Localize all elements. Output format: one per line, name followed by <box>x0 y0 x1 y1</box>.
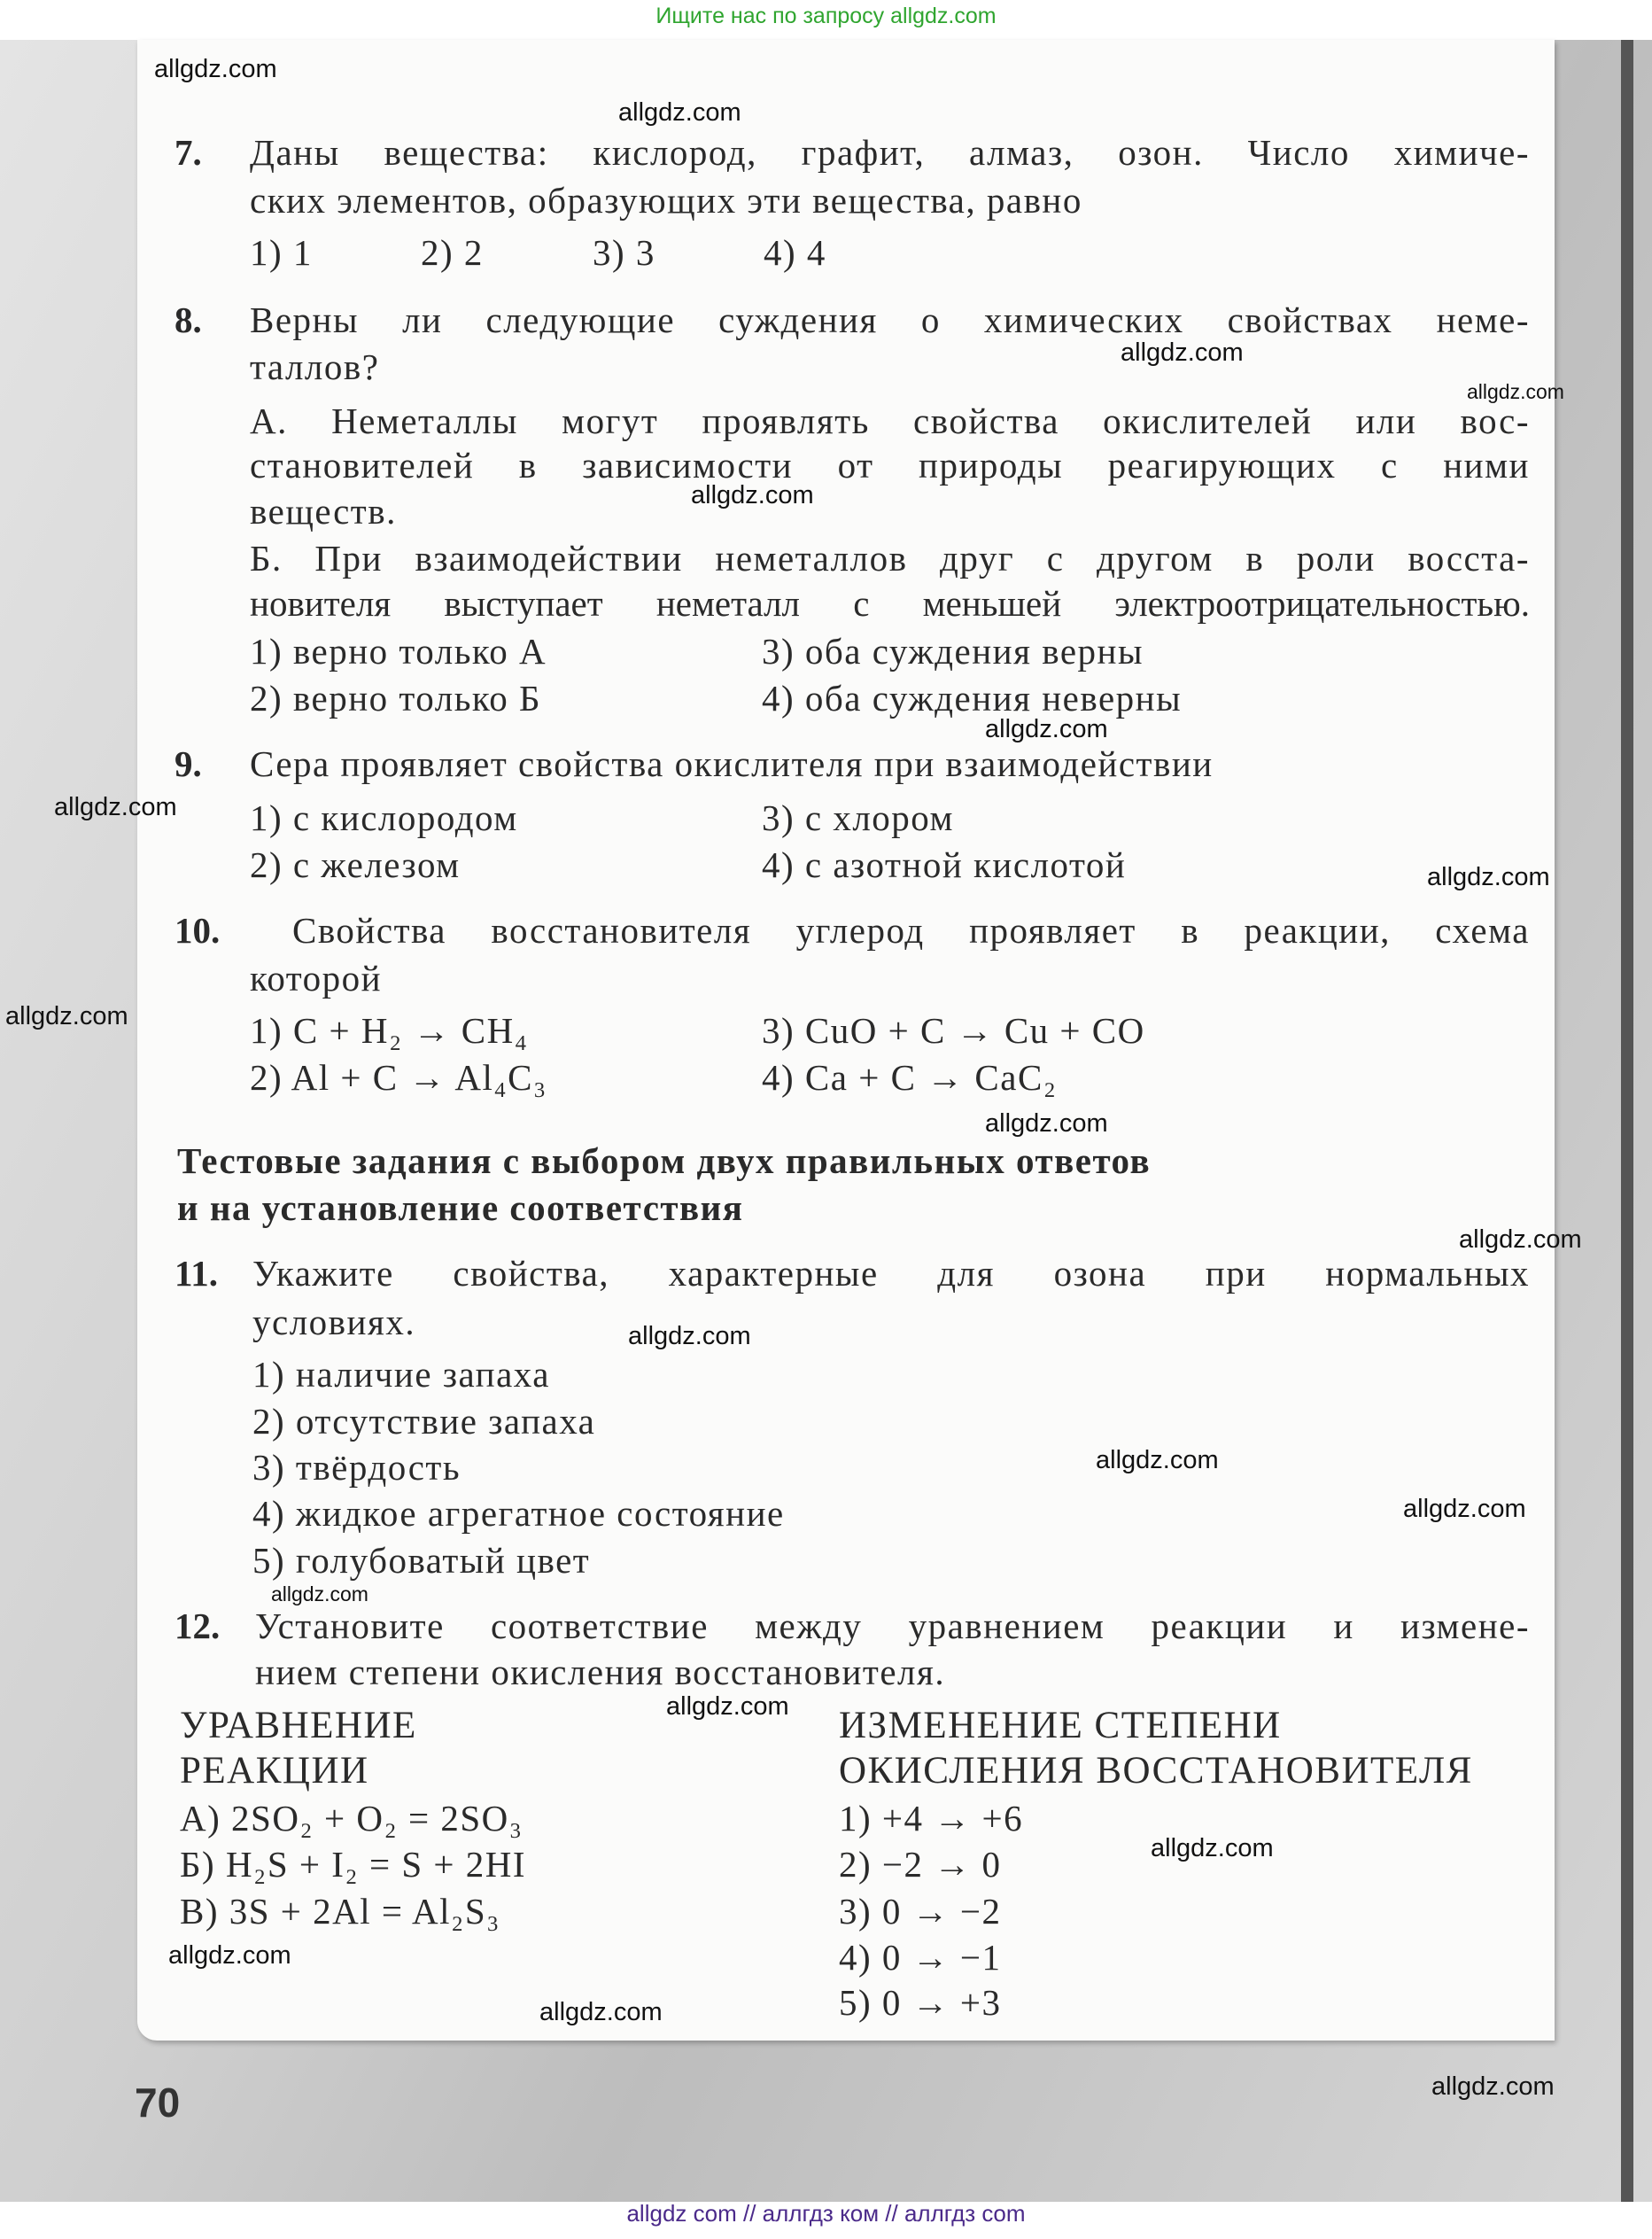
option: 3) 3 <box>593 232 655 273</box>
oxidation-change: 2) −2 → 0 <box>839 1844 1002 1885</box>
question-7-text: ских элементов, образующих эти вещества, равно <box>250 180 1082 221</box>
question-8-text: таллов? <box>250 346 380 387</box>
option: 2) Al + C → Al₄C₃ <box>250 1057 547 1098</box>
watermark: allgdz.com <box>1151 1834 1274 1862</box>
watermark: allgdz.com <box>628 1322 751 1350</box>
question-7-number: 7. <box>175 132 202 173</box>
footer-banner[interactable]: allgdz com // аллгдз ком // аллгдз com <box>626 2200 1026 2227</box>
question-10-number: 10. <box>175 910 221 951</box>
header-banner[interactable]: Ищите нас по запросу allgdz.com <box>655 4 997 28</box>
option: 3) CuO + C → Cu + CO <box>762 1010 1145 1051</box>
question-11-text: условиях. <box>252 1302 416 1342</box>
option: 2) с железом <box>250 844 461 885</box>
watermark: allgdz.com <box>154 55 277 83</box>
option: 4) 4 <box>764 232 826 273</box>
equation: А) 2SO₂ + O₂ = 2SO₃ <box>180 1798 524 1839</box>
right-column-header: ИЗМЕНЕНИЕ СТЕПЕНИ <box>839 1705 1282 1746</box>
question-12-number: 12. <box>175 1605 221 1646</box>
statement-a: А. Неметаллы могут проявлять свойства окислителей или вос- <box>250 400 1530 441</box>
watermark: allgdz.com <box>1459 1225 1582 1254</box>
watermark: allgdz.com <box>271 1582 368 1605</box>
question-9-number: 9. <box>175 743 202 784</box>
question-12-text: нием степени окисления восстановителя. <box>255 1652 946 1692</box>
watermark: allgdz.com <box>1431 2072 1555 2101</box>
watermark: allgdz.com <box>168 1941 291 1970</box>
option: 5) голубоватый цвет <box>252 1540 591 1581</box>
watermark: allgdz.com <box>618 98 741 127</box>
option: 1) 1 <box>250 232 313 273</box>
equation: В) 3S + 2Al = Al₂S₃ <box>180 1891 500 1932</box>
question-7-text: Даны вещества: кислород, графит, алмаз, озон. Число химиче- <box>250 132 1530 173</box>
watermark: allgdz.com <box>1467 380 1564 403</box>
question-10-text: Свойства восстановителя углерод проявляет в реакции, схема <box>292 910 1530 951</box>
oxidation-change: 3) 0 → −2 <box>839 1891 1002 1932</box>
question-9-text: Сера проявляет свойства окислителя при взаимодействии <box>250 743 1214 784</box>
watermark: allgdz.com <box>539 1998 663 2026</box>
equation: Б) H₂S + I₂ = S + 2HI <box>180 1844 527 1885</box>
option: 1) C + H₂ → CH₄ <box>250 1010 529 1051</box>
left-column-header: УРАВНЕНИЕ <box>180 1705 417 1746</box>
option: 2) верно только Б <box>250 678 542 719</box>
option: 4) оба суждения неверны <box>762 678 1183 719</box>
statement-b: Б. При взаимодействии неметаллов друг с другом в роли восста- <box>250 538 1530 579</box>
watermark: allgdz.com <box>1403 1495 1526 1523</box>
option: 3) оба суждения верны <box>762 631 1144 672</box>
statement-a: веществ. <box>250 491 397 532</box>
option: 3) с хлором <box>762 797 954 838</box>
statement-a: становителей в зависимости от природы реагирующих с ними <box>250 445 1530 486</box>
right-column-header: ОКИСЛЕНИЯ ВОССТАНОВИТЕЛЯ <box>839 1750 1473 1792</box>
question-8-number: 8. <box>175 299 202 340</box>
watermark: allgdz.com <box>1096 1446 1219 1474</box>
section-heading: и на установление соответствия <box>177 1187 744 1228</box>
section-heading: Тестовые задания с выбором двух правильных ответов <box>177 1140 1152 1181</box>
left-column-header: РЕАКЦИИ <box>180 1750 369 1792</box>
question-12-text: Установите соответствие между уравнением реакции и измене- <box>255 1605 1530 1646</box>
question-8-text: Верны ли следующие суждения о химических свойствах неме- <box>250 299 1530 340</box>
option: 3) твёрдость <box>252 1447 461 1488</box>
watermark: allgdz.com <box>985 715 1108 743</box>
watermark: allgdz.com <box>666 1692 789 1721</box>
option: 1) с кислородом <box>250 797 518 838</box>
oxidation-change: 5) 0 → +3 <box>839 1982 1002 2023</box>
option: 1) верно только А <box>250 631 547 672</box>
option: 2) отсутствие запаха <box>252 1401 596 1442</box>
watermark: allgdz.com <box>1427 863 1550 891</box>
watermark: allgdz.com <box>691 481 814 509</box>
option: 4) жидкое агрегатное состояние <box>252 1493 785 1534</box>
watermark: allgdz.com <box>5 1002 128 1030</box>
oxidation-change: 1) +4 → +6 <box>839 1798 1024 1839</box>
book-spine <box>1621 40 1633 2202</box>
option: 2) 2 <box>421 232 484 273</box>
question-11-number: 11. <box>175 1253 218 1294</box>
watermark: allgdz.com <box>1121 338 1244 367</box>
page-number: 70 <box>135 2080 181 2126</box>
watermark: allgdz.com <box>985 1109 1108 1138</box>
watermark: allgdz.com <box>54 793 177 821</box>
option: 4) Ca + C → CaC₂ <box>762 1057 1058 1098</box>
question-10-text: которой <box>250 958 383 999</box>
question-11-text: Укажите свойства, характерные для озона при нормальных <box>252 1253 1530 1294</box>
oxidation-change: 4) 0 → −1 <box>839 1937 1002 1978</box>
option: 1) наличие запаха <box>252 1354 550 1395</box>
statement-b: новителя выступает неметалл с меньшей электроотрицательностью. <box>250 583 1530 624</box>
option: 4) с азотной кислотой <box>762 844 1127 885</box>
